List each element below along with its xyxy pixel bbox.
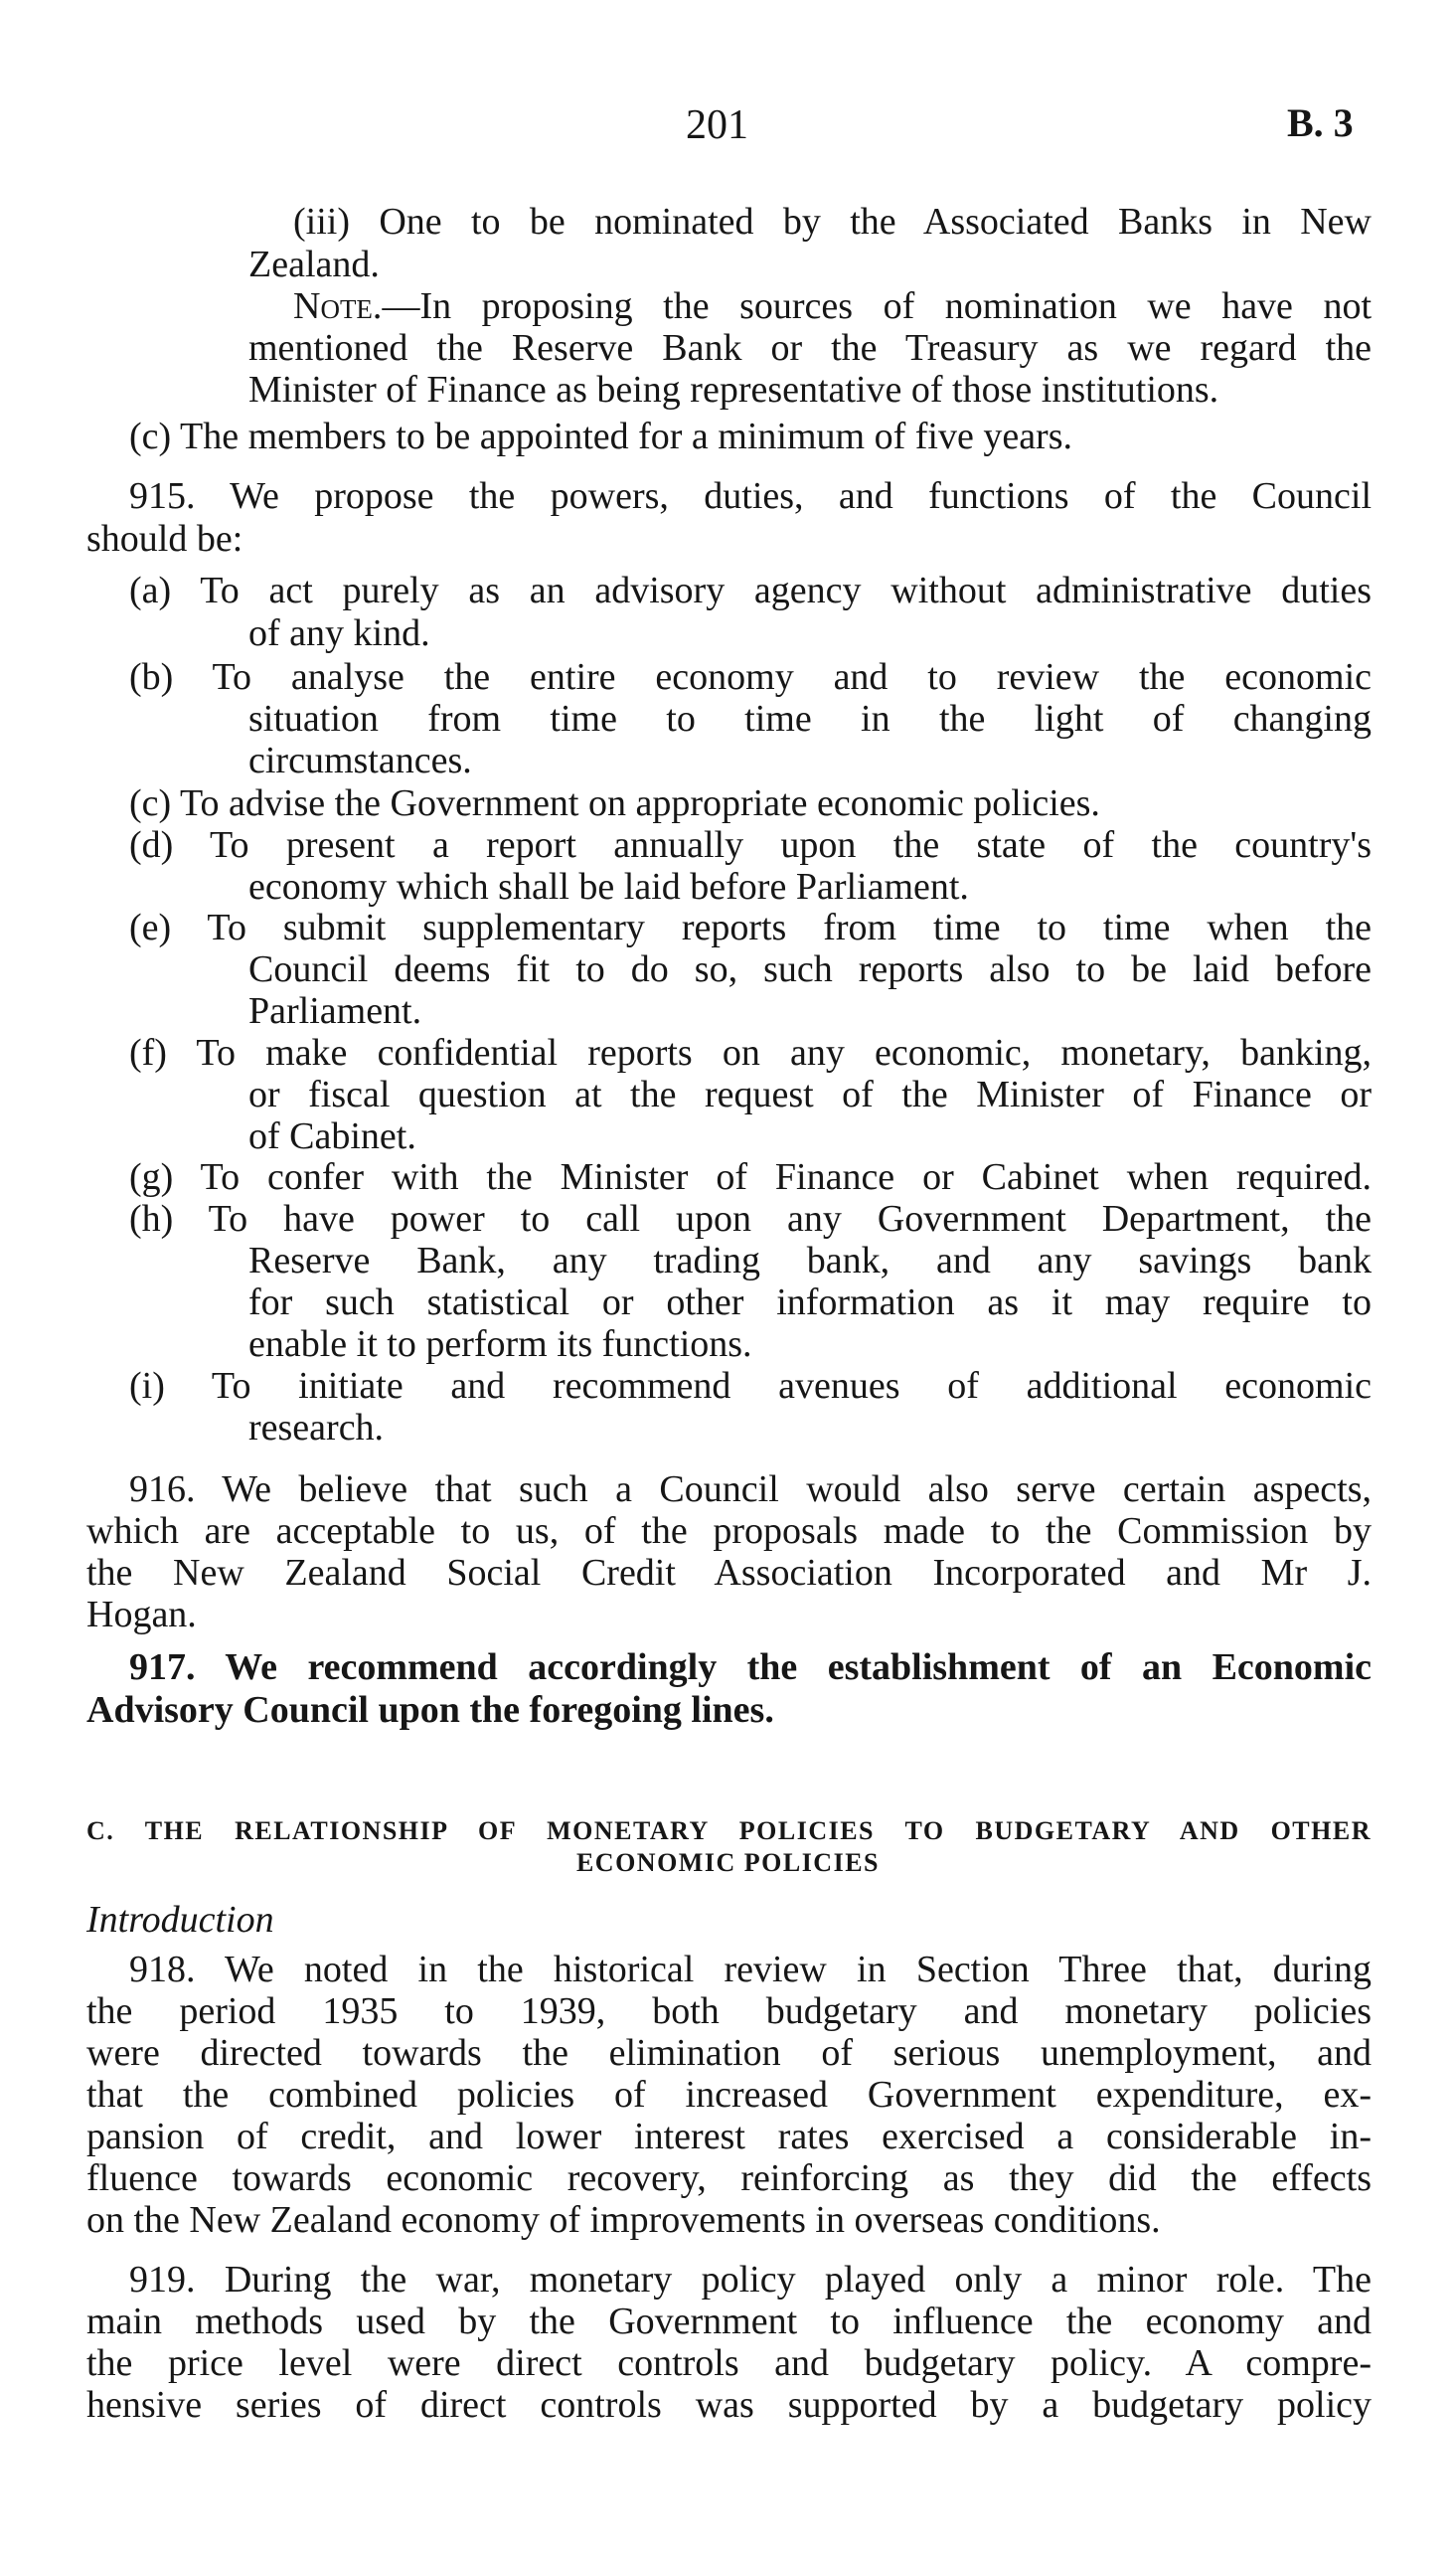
paragraph-916-line: Hogan. <box>86 1594 197 1635</box>
recommendation-917-line: 917. We recommend accordingly the establishment of an Economic <box>129 1646 1372 1688</box>
power-item-e-cont: Parliament. <box>248 990 422 1032</box>
paragraph-915-line: 915. We propose the powers, duties, and functions of the Council <box>129 475 1372 517</box>
power-item-f: (f) To make confidential reports on any economic, monetary, banking, <box>129 1032 1372 1074</box>
members-term-item: (c) The members to be appointed for a minimum of five years. <box>129 416 1072 457</box>
paragraph-916-line: the New Zealand Social Credit Association Incorporated and Mr J. <box>86 1552 1372 1594</box>
note-line <box>293 285 1372 327</box>
note-label: Note. <box>293 285 383 327</box>
paragraph-919-line: the price level were direct controls and budgetary policy. A compre- <box>86 2342 1372 2384</box>
power-item-b-cont: circumstances. <box>248 740 472 781</box>
power-item-i-cont: research. <box>248 1407 385 1449</box>
power-item-h: (h) To have power to call upon any Government Department, the <box>129 1198 1372 1240</box>
power-item-i: (i) To initiate and recommend avenues of additional economic <box>129 1365 1372 1407</box>
power-item-e-cont: Council deems fit to do so, such reports also to be laid before <box>248 948 1372 990</box>
power-item-b-cont: situation from time to time in the light of changing <box>248 698 1372 740</box>
paragraph-919-line: 919. During the war, monetary policy played only a minor role. The <box>129 2259 1372 2301</box>
note-line: mentioned the Reserve Bank or the Treasury as we regard the <box>248 327 1372 369</box>
document-code: B. 3 <box>1287 100 1354 145</box>
paragraph-916-line: 916. We believe that such a Council would also serve certain aspects, <box>129 1468 1372 1510</box>
paragraph-918-line: on the New Zealand economy of improvements in overseas conditions. <box>86 2199 1161 2241</box>
power-item-f-cont: of Cabinet. <box>248 1115 416 1157</box>
power-item-h-cont: Reserve Bank, any trading bank, and any savings bank <box>248 1240 1372 1281</box>
note-line: Minister of Finance as being representative of those institutions. <box>248 369 1219 411</box>
paragraph-915-line: should be: <box>86 518 243 560</box>
paragraph-918-line: that the combined policies of increased Government expenditure, ex- <box>86 2074 1372 2116</box>
power-item-e: (e) To submit supplementary reports from time to time when the <box>129 907 1372 948</box>
power-item-d-cont: economy which shall be laid before Parliament. <box>248 866 969 908</box>
paragraph-918-line: the period 1935 to 1939, both budgetary and monetary policies <box>86 1990 1372 2032</box>
power-item-g: (g) To confer with the Minister of Finance or Cabinet when required. <box>129 1156 1372 1198</box>
recommendation-917-line: Advisory Council upon the foregoing lines. <box>86 1689 774 1731</box>
paragraph-918-line: were directed towards the elimination of serious unemployment, and <box>86 2032 1372 2074</box>
power-item-d: (d) To present a report annually upon the state of the country's <box>129 824 1372 866</box>
section-heading: ECONOMIC POLICIES <box>575 1848 881 1877</box>
paragraph-916-line: which are acceptable to us, of the proposals made to the Commission by <box>86 1510 1372 1552</box>
power-item-a: (a) To act purely as an advisory agency without administrative duties <box>129 570 1372 611</box>
subheading-introduction: Introduction <box>86 1899 274 1941</box>
page-number: 201 <box>686 102 748 148</box>
power-item-a-cont: of any kind. <box>248 612 430 654</box>
power-item-c: (c) To advise the Government on appropriate economic policies. <box>129 782 1100 824</box>
paragraph-918-line: fluence towards economic recovery, reinforcing as they did the effects <box>86 2157 1372 2199</box>
paragraph-919-line: hensive series of direct controls was supported by a budgetary policy <box>86 2384 1372 2426</box>
paragraph-919-line: main methods used by the Government to influence the economy and <box>86 2301 1372 2342</box>
nomination-item-line: Zealand. <box>248 244 380 285</box>
power-item-h-cont: enable it to perform its functions. <box>248 1323 752 1365</box>
power-item-b: (b) To analyse the entire economy and to review the economic <box>129 656 1372 698</box>
power-item-h-cont: for such statistical or other information as it may require to <box>248 1281 1372 1323</box>
paragraph-918-line: pansion of credit, and lower interest rates exercised a considerable in- <box>86 2116 1372 2157</box>
nomination-item-line: (iii) One to be nominated by the Associated Banks in New <box>293 201 1372 243</box>
section-heading: C. THE RELATIONSHIP OF MONETARY POLICIES TO BUDGETARY AND OTHER <box>86 1816 1372 1845</box>
paragraph-918-line: 918. We noted in the historical review in Section Three that, during <box>129 1949 1372 1990</box>
power-item-f-cont: or fiscal question at the request of the Minister of Finance or <box>248 1074 1372 1115</box>
note-text: —In proposing the sources of nomination we have not <box>382 285 1372 327</box>
